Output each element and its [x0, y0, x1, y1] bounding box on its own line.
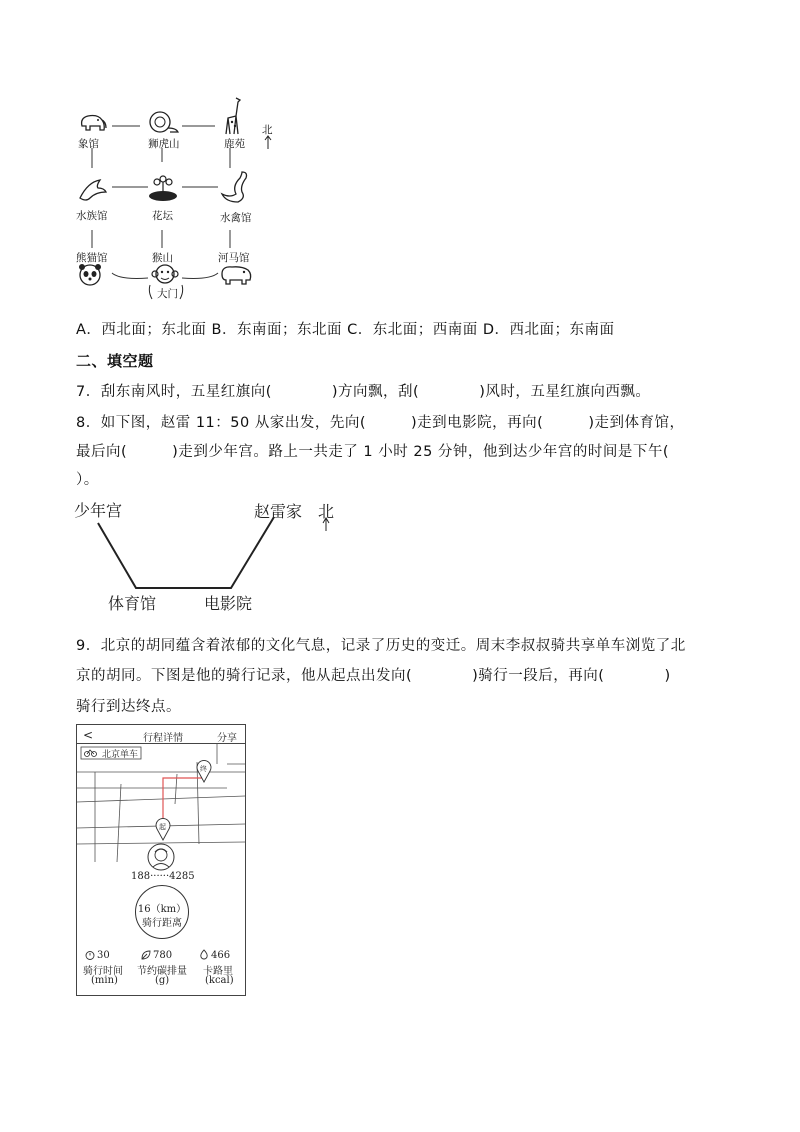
question-9-line-2: 京的胡同。下图是他的骑行记录，他从起点出发向( )骑行一段后，再向( )	[76, 668, 671, 684]
flower-label: 花坛	[152, 210, 173, 222]
lion-label: 狮虎山	[148, 138, 180, 150]
section-title-fill-blank: 二、填空题	[76, 352, 154, 370]
monkey-label: 猴山	[152, 252, 173, 264]
end-marker-label: 终	[200, 765, 207, 773]
ride-time-value: 30	[97, 950, 110, 961]
hippo-icon	[218, 264, 254, 288]
share-button[interactable]: 分享	[217, 733, 237, 744]
avatar	[147, 843, 175, 871]
distance-label: 骑行距离	[142, 918, 182, 929]
route-map	[70, 495, 360, 615]
zoo-north-label: 北	[262, 124, 273, 136]
lion-icon	[148, 110, 180, 136]
bird-label: 水禽馆	[220, 212, 252, 224]
zoo-map	[70, 90, 290, 305]
calorie-unit: (kcal)	[205, 975, 234, 986]
elephant-label: 象馆	[78, 138, 99, 150]
carbon-label: 节约碳排量	[137, 966, 187, 977]
question-7: 7．刮东南风时，五星红旗向( )方向飘，刮( )风时，五星红旗向西飘。	[76, 384, 651, 400]
north-arrow-icon	[264, 135, 272, 149]
question-9-line-3: 骑行到达终点。	[76, 699, 181, 715]
deer-label: 鹿苑	[224, 138, 245, 150]
ride-time-label: 骑行时间	[83, 966, 123, 977]
aquarium-label: 水族馆	[76, 210, 108, 222]
elephant-icon	[78, 112, 108, 134]
question-9-line-1: 9．北京的胡同蕴含着浓郁的文化气息，记录了历史的变迁。周末李叔叔骑共享单车浏览了北	[76, 638, 686, 654]
carbon-value: 780	[153, 950, 173, 961]
dolphin-icon	[78, 176, 108, 204]
leaf-icon	[141, 950, 151, 960]
app-title: 行程详情	[143, 733, 183, 744]
ride-time-unit: (min)	[91, 975, 118, 986]
youth-palace-label: 少年宫	[74, 501, 123, 520]
calorie-value: 466	[211, 950, 231, 961]
swan-icon	[218, 168, 252, 208]
calorie-label: 卡路里	[203, 966, 233, 977]
gate-bracket	[148, 283, 184, 301]
gym-label: 体育馆	[108, 594, 157, 613]
panda-icon	[76, 262, 104, 288]
phone-number: 188······4285	[131, 871, 195, 882]
back-button[interactable]: <	[83, 728, 94, 742]
hippo-label: 河马馆	[218, 252, 250, 264]
giraffe-icon	[220, 96, 246, 136]
question-8-line-1: 8．如下图，赵雷 11：50 从家出发，先向( )走到电影院，再向( )走到体育馆，	[76, 415, 685, 431]
carbon-unit: (g)	[155, 975, 170, 986]
gate-label: 大门	[157, 288, 178, 300]
flame-icon	[199, 949, 209, 960]
flower-bed-icon	[146, 174, 180, 204]
route-north-label: 北	[318, 502, 335, 521]
q6-options: A．西北面；东北面 B．东南面；东北面 C．东北面；西南面 D．西北面；东南面	[76, 322, 615, 338]
cinema-label: 电影院	[204, 594, 253, 613]
start-marker-label: 起	[159, 823, 166, 831]
brand-label: 北京单车	[102, 750, 139, 760]
question-8-line-3: ）。	[76, 472, 99, 488]
timer-icon	[85, 950, 95, 960]
panda-label: 熊猫馆	[76, 252, 108, 264]
distance-value: 16（km）	[137, 904, 187, 915]
zhao-home-label: 赵雷家	[254, 502, 303, 521]
question-8-line-2: 最后向( )走到少年宫。路上一共走了 1 小时 25 分钟，他到达少年宫的时间是下午(	[76, 444, 670, 460]
bike-app-screenshot	[76, 724, 246, 996]
